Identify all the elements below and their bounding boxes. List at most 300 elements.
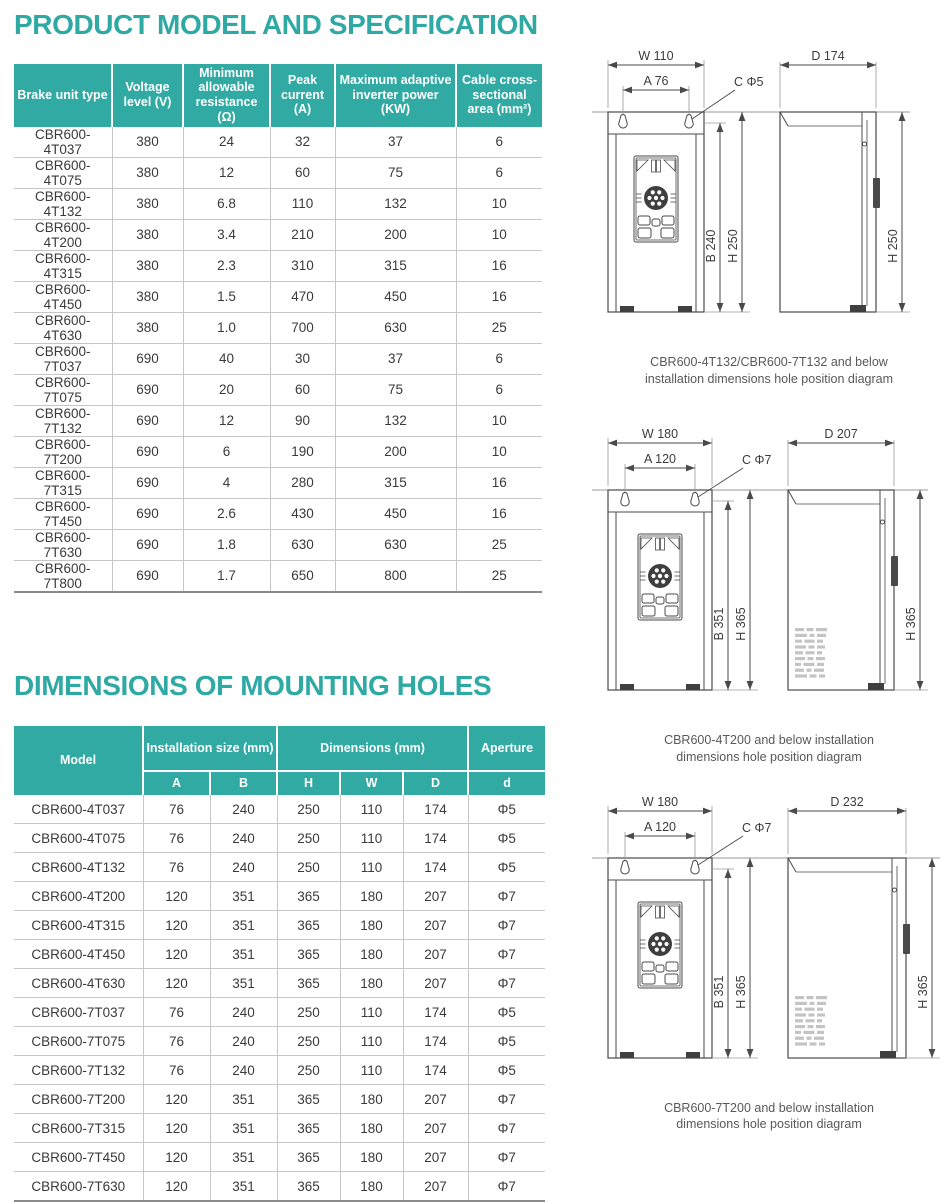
col-header-w: W: [340, 771, 403, 795]
arrowhead-icon: [897, 807, 906, 814]
table-row: [14, 219, 542, 250]
table-cell: 250: [277, 853, 340, 882]
table-cell: 351: [210, 940, 277, 969]
table-cell: 190: [270, 436, 335, 467]
table-cell: CBR600-7T630: [14, 529, 112, 560]
arrowhead-icon: [703, 439, 712, 446]
table-cell: 180: [340, 969, 403, 998]
table-cell: CBR600-7T075: [14, 1027, 143, 1056]
col-header-min-resistance: Minimum allowable resistance (Ω): [183, 64, 270, 127]
dimension-label: C Φ7: [742, 820, 772, 835]
arrowhead-icon: [717, 303, 724, 312]
table-cell: 2.6: [183, 498, 270, 529]
col-header-model: Model: [14, 726, 143, 795]
table-row: [14, 467, 542, 498]
diagram-caption: [619, 1100, 919, 1134]
arrowhead-icon: [725, 501, 732, 510]
keypad: [638, 534, 682, 620]
dimension-label: D 232: [830, 795, 864, 809]
arrowhead-icon: [747, 490, 754, 499]
table-cell: 380: [112, 127, 183, 158]
table-cell: 16: [456, 467, 542, 498]
table-cell: 315: [335, 467, 456, 498]
table-cell: 40: [183, 343, 270, 374]
table-cell: 3.4: [183, 219, 270, 250]
table-cell: 24: [183, 127, 270, 158]
keypad: [634, 156, 678, 242]
foot: [620, 306, 634, 312]
table-cell: 12: [183, 405, 270, 436]
table-cell: 351: [210, 882, 277, 911]
table-cell: 76: [143, 824, 210, 853]
arrowhead-icon: [608, 62, 617, 69]
foot: [678, 306, 692, 312]
table-cell: CBR600-4T315: [14, 250, 112, 281]
table-cell: 110: [340, 824, 403, 853]
table-cell: 60: [270, 157, 335, 188]
table-cell: 351: [210, 911, 277, 940]
arrowhead-icon: [780, 62, 789, 69]
arrowhead-icon: [747, 1049, 754, 1058]
dimension-label: B 240: [704, 229, 718, 263]
table-cell: 690: [112, 436, 183, 467]
table-cell: 250: [277, 1027, 340, 1056]
table-cell: 180: [340, 911, 403, 940]
table-cell: CBR600-4T132: [14, 853, 143, 882]
dimension-label: H 250: [886, 229, 900, 263]
spec-table: [14, 64, 542, 593]
foot: [686, 1052, 700, 1058]
table-cell: 120: [143, 940, 210, 969]
col-header-a: A: [143, 771, 210, 795]
table-cell: 132: [335, 188, 456, 219]
col-header-aperture: Aperture: [468, 726, 545, 771]
arrowhead-icon: [623, 87, 632, 94]
table-cell: 365: [277, 1085, 340, 1114]
table-cell: 37: [335, 127, 456, 158]
table-cell: 240: [210, 1027, 277, 1056]
arrowhead-icon: [725, 1049, 732, 1058]
col-header-max-inverter-power: Maximum adaptive inverter power (KW): [335, 64, 456, 127]
table-cell: 280: [270, 467, 335, 498]
arrowhead-icon: [867, 62, 876, 69]
arrowhead-icon: [929, 1049, 936, 1058]
table-cell: 310: [270, 250, 335, 281]
dimension-label: W 180: [641, 427, 679, 441]
table-row: [14, 436, 542, 467]
installation-diagram-large: [586, 796, 952, 1088]
table-cell: 240: [210, 824, 277, 853]
table-cell: 120: [143, 911, 210, 940]
table-cell: 16: [456, 250, 542, 281]
table-cell: 207: [403, 1114, 468, 1143]
table-cell: 76: [143, 998, 210, 1027]
mounting-holes-table: [14, 726, 545, 1202]
mount-table-body: [14, 795, 545, 1201]
dimension-label: H 250: [726, 229, 740, 263]
table-row: [14, 940, 545, 969]
arrowhead-icon: [788, 807, 797, 814]
table-cell: 110: [340, 1056, 403, 1085]
table-cell: 174: [403, 998, 468, 1027]
table-cell: 365: [277, 940, 340, 969]
table-row: [14, 1027, 545, 1056]
table-cell: 10: [456, 219, 542, 250]
table-cell: CBR600-4T630: [14, 312, 112, 343]
table-cell: 76: [143, 795, 210, 824]
arrowhead-icon: [703, 807, 712, 814]
table-cell: CBR600-4T630: [14, 969, 143, 998]
table-cell: CBR600-7T037: [14, 998, 143, 1027]
table-cell: 180: [340, 1172, 403, 1202]
table-cell: Φ7: [468, 1114, 545, 1143]
table-cell: Φ7: [468, 940, 545, 969]
table-cell: 365: [277, 1143, 340, 1172]
dimension-label: H 365: [734, 607, 748, 641]
table-cell: 2.3: [183, 250, 270, 281]
table-cell: 207: [403, 1172, 468, 1202]
table-cell: 110: [270, 188, 335, 219]
dimension-label: D 174: [811, 50, 845, 63]
table-cell: 6: [456, 127, 542, 158]
table-row: [14, 853, 545, 882]
table-row: [14, 1114, 545, 1143]
arrowhead-icon: [608, 807, 617, 814]
arrowhead-icon: [717, 123, 724, 132]
foot: [620, 684, 634, 690]
dimension-label: H 365: [734, 974, 748, 1009]
table-cell: 450: [335, 281, 456, 312]
arrowhead-icon: [625, 832, 634, 839]
table-cell: 25: [456, 560, 542, 592]
table-cell: CBR600-7T132: [14, 405, 112, 436]
table-cell: 207: [403, 940, 468, 969]
foot: [686, 684, 700, 690]
table-cell: 76: [143, 1056, 210, 1085]
table-cell: 174: [403, 824, 468, 853]
table-cell: 90: [270, 405, 335, 436]
table-cell: 690: [112, 560, 183, 592]
table-cell: CBR600-7T200: [14, 436, 112, 467]
table-cell: 32: [270, 127, 335, 158]
table-row: [14, 250, 542, 281]
arrowhead-icon: [686, 464, 695, 471]
arrowhead-icon: [747, 681, 754, 690]
table-cell: 351: [210, 969, 277, 998]
section-title-product-model: PRODUCT MODEL AND SPECIFICATION: [14, 9, 538, 40]
table-cell: 351: [210, 1143, 277, 1172]
caption-line: installation dimensions hole position diagram: [644, 371, 894, 386]
table-cell: 690: [112, 467, 183, 498]
arrowhead-icon: [899, 303, 906, 312]
arrowhead-icon: [686, 832, 695, 839]
table-cell: 30: [270, 343, 335, 374]
table-cell: 25: [456, 529, 542, 560]
table-cell: 690: [112, 343, 183, 374]
arrowhead-icon: [917, 681, 924, 690]
table-cell: CBR600-4T315: [14, 911, 143, 940]
table-cell: 365: [277, 1172, 340, 1202]
table-cell: 207: [403, 1143, 468, 1172]
table-cell: 1.7: [183, 560, 270, 592]
table-cell: Φ5: [468, 824, 545, 853]
arrowhead-icon: [917, 490, 924, 499]
table-cell: 60: [270, 374, 335, 405]
caption-line: CBR600-7T200 and below installation: [664, 1100, 874, 1115]
table-cell: CBR600-4T200: [14, 219, 112, 250]
table-cell: 6: [456, 374, 542, 405]
table-cell: 10: [456, 188, 542, 219]
caption-line: dimensions hole position diagram: [676, 749, 862, 764]
table-row: [14, 998, 545, 1027]
table-cell: CBR600-7T630: [14, 1172, 143, 1202]
table-cell: 174: [403, 1027, 468, 1056]
table-row: [14, 498, 542, 529]
table-cell: 174: [403, 853, 468, 882]
dimension-label: C Φ5: [734, 75, 764, 89]
arrowhead-icon: [747, 858, 754, 867]
table-cell: 180: [340, 1085, 403, 1114]
table-cell: Φ7: [468, 1143, 545, 1172]
content-column: [14, 0, 559, 1202]
mounting-tab: [891, 556, 898, 586]
table-cell: 380: [112, 219, 183, 250]
arrowhead-icon: [725, 869, 732, 878]
dimension-label: H 365: [904, 607, 918, 641]
col-group-dimensions: Dimensions (mm): [277, 726, 468, 771]
table-cell: Φ5: [468, 1056, 545, 1085]
table-row: [14, 127, 542, 158]
table-cell: 240: [210, 795, 277, 824]
installation-diagram-small: [586, 50, 952, 342]
diagram-caption: [619, 732, 919, 766]
table-cell: 200: [335, 219, 456, 250]
table-cell: 6: [456, 343, 542, 374]
table-cell: Φ7: [468, 969, 545, 998]
table-cell: CBR600-7T800: [14, 560, 112, 592]
table-cell: 250: [277, 998, 340, 1027]
table-cell: 365: [277, 911, 340, 940]
dimension-label: C Φ7: [742, 452, 772, 467]
arrowhead-icon: [695, 62, 704, 69]
arrowhead-icon: [885, 439, 894, 446]
table-cell: 380: [112, 281, 183, 312]
table-cell: 240: [210, 853, 277, 882]
table-row: [14, 560, 542, 592]
table-cell: 630: [335, 312, 456, 343]
table-cell: 174: [403, 1056, 468, 1085]
keypad: [638, 902, 682, 988]
table-cell: 630: [335, 529, 456, 560]
table-cell: CBR600-4T200: [14, 882, 143, 911]
table-cell: 250: [277, 824, 340, 853]
table-cell: 37: [335, 343, 456, 374]
front-view: [608, 490, 712, 690]
caption-line: CBR600-4T200 and below installation: [664, 732, 874, 747]
table-cell: 207: [403, 1085, 468, 1114]
diagram-column: [586, 0, 952, 1133]
table-cell: 365: [277, 882, 340, 911]
table-cell: 75: [335, 157, 456, 188]
col-group-installation-size: Installation size (mm): [143, 726, 277, 771]
diagram-small-frame: [586, 50, 952, 388]
table-row: [14, 1143, 545, 1172]
table-cell: 351: [210, 1085, 277, 1114]
table-cell: 76: [143, 853, 210, 882]
table-cell: 110: [340, 795, 403, 824]
table-cell: 430: [270, 498, 335, 529]
table-cell: 1.8: [183, 529, 270, 560]
table-row: [14, 795, 545, 824]
table-cell: CBR600-4T037: [31, 801, 126, 817]
table-cell: 10: [456, 436, 542, 467]
dimension-label: A 120: [644, 451, 676, 466]
table-cell: Φ7: [468, 911, 545, 940]
table-cell: 690: [112, 498, 183, 529]
table-cell: 20: [183, 374, 270, 405]
table-row: [14, 1172, 545, 1202]
diagram-drawing: [592, 796, 940, 1058]
arrowhead-icon: [608, 439, 617, 446]
table-cell: 76: [143, 1027, 210, 1056]
table-cell: 250: [277, 1056, 340, 1085]
dimension-label: H 365: [916, 974, 930, 1009]
arrowhead-icon: [625, 464, 634, 471]
table-cell: 240: [210, 1056, 277, 1085]
arrowhead-icon: [739, 303, 746, 312]
table-cell: 110: [340, 1027, 403, 1056]
dimension-label: B 351: [712, 607, 726, 641]
table-cell: 200: [335, 436, 456, 467]
table-cell: 351: [210, 1114, 277, 1143]
table-cell: 470: [270, 281, 335, 312]
spec-table-header: [14, 64, 542, 127]
table-cell: CBR600-7T450: [14, 1143, 143, 1172]
table-cell: Φ5: [468, 1027, 545, 1056]
table-cell: 380: [112, 312, 183, 343]
table-cell: 16: [456, 281, 542, 312]
table-cell: 351: [210, 1172, 277, 1202]
col-header-voltage-level: Voltage level (V): [112, 64, 183, 127]
table-cell: CBR600-7T037: [14, 343, 112, 374]
table-cell: CBR600-4T075: [14, 824, 143, 853]
table-cell: 180: [340, 1143, 403, 1172]
table-cell: 650: [270, 560, 335, 592]
diagram-drawing: [592, 50, 910, 312]
table-cell: 110: [340, 998, 403, 1027]
table-row: [14, 312, 542, 343]
mount-table-header: [14, 726, 545, 795]
col-header-h: H: [277, 771, 340, 795]
table-cell: 120: [143, 1143, 210, 1172]
table-cell: 700: [270, 312, 335, 343]
table-row: [14, 824, 545, 853]
table-cell: 4: [183, 467, 270, 498]
table-cell: CBR600-7T200: [14, 1085, 143, 1114]
table-cell: CBR600-7T315: [14, 1114, 143, 1143]
diagram-caption: [619, 354, 919, 388]
dimension-label: W 180: [641, 795, 679, 809]
table-row: [14, 374, 542, 405]
table-cell: 380: [112, 157, 183, 188]
table-cell: 6: [456, 157, 542, 188]
foot: [868, 683, 884, 690]
table-cell: Φ5: [468, 998, 545, 1027]
col-header-d-aperture: d: [468, 771, 545, 795]
foot: [850, 305, 866, 312]
table-cell: 180: [340, 940, 403, 969]
table-cell: 120: [143, 882, 210, 911]
table-cell: 690: [112, 374, 183, 405]
side-view: [780, 112, 880, 312]
table-cell: CBR600-4T037: [34, 126, 91, 157]
diagram-medium-frame: [586, 428, 952, 766]
table-cell: 250: [277, 795, 340, 824]
table-row: [14, 343, 542, 374]
table-cell: 12: [183, 157, 270, 188]
arrowhead-icon: [739, 112, 746, 121]
table-cell: CBR600-4T075: [14, 157, 112, 188]
table-row: [14, 969, 545, 998]
table-cell: 1.0: [183, 312, 270, 343]
table-row: [14, 1056, 545, 1085]
caption-line: CBR600-4T132/CBR600-7T132 and below: [650, 355, 888, 369]
table-cell: 75: [335, 374, 456, 405]
table-cell: 180: [340, 1114, 403, 1143]
table-cell: 6: [183, 436, 270, 467]
dimension-label: A 76: [643, 74, 669, 88]
spec-table-body: [14, 127, 542, 592]
installation-diagram-medium: [586, 428, 952, 720]
diagram-large-frame: [586, 796, 952, 1134]
table-cell: 110: [340, 853, 403, 882]
table-cell: 800: [335, 560, 456, 592]
table-row: [14, 882, 545, 911]
table-cell: CBR600-7T132: [14, 1056, 143, 1085]
table-cell: 16: [456, 498, 542, 529]
table-cell: 207: [403, 911, 468, 940]
table-cell: 6.8: [183, 188, 270, 219]
table-cell: 207: [403, 882, 468, 911]
table-row: [14, 529, 542, 560]
dimension-label: A 120: [644, 819, 676, 834]
table-cell: Φ5: [468, 853, 545, 882]
table-cell: CBR600-4T132: [14, 188, 112, 219]
arrowhead-icon: [725, 681, 732, 690]
arrowhead-icon: [680, 87, 689, 94]
arrowhead-icon: [929, 858, 936, 867]
table-cell: Φ5: [468, 795, 545, 824]
table-cell: CBR600-4T450: [14, 281, 112, 312]
dimension-label: W 110: [638, 50, 674, 63]
table-cell: 450: [335, 498, 456, 529]
col-header-cable-area: Cable cross-sectional area (mm²): [456, 64, 542, 127]
table-cell: 207: [403, 969, 468, 998]
dimension-label: D 207: [824, 427, 858, 441]
front-view: [608, 112, 704, 312]
table-cell: 120: [143, 1114, 210, 1143]
table-row: [14, 281, 542, 312]
side-view: [788, 858, 910, 1058]
table-cell: 25: [456, 312, 542, 343]
table-cell: 210: [270, 219, 335, 250]
table-cell: 630: [270, 529, 335, 560]
diagram-drawing: [592, 428, 928, 690]
col-header-d: D: [403, 771, 468, 795]
arrowhead-icon: [788, 439, 797, 446]
table-row: [14, 405, 542, 436]
table-cell: 365: [277, 1114, 340, 1143]
